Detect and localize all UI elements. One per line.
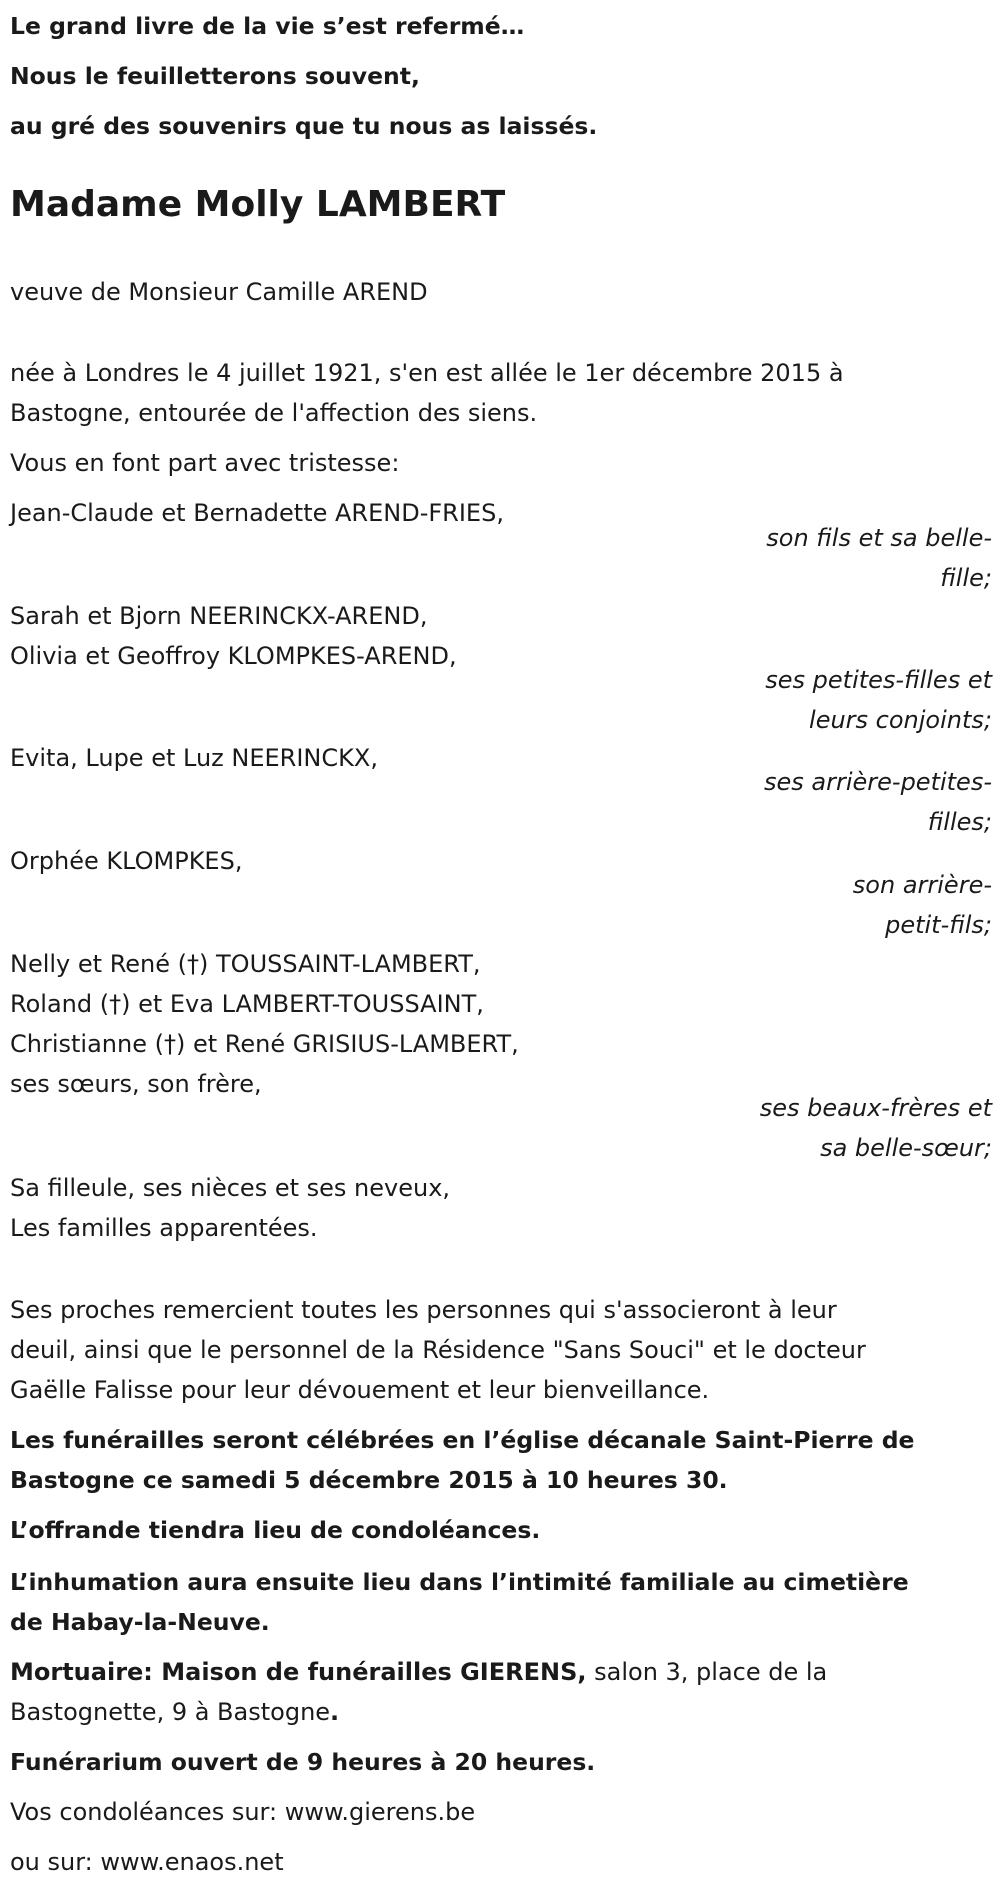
funeral-line-2: Bastogne ce samedi 5 décembre 2015 à 10 heures 30. — [10, 1466, 728, 1494]
relation-line: sa belle-sœur; — [820, 1134, 992, 1162]
funeral-line-1: Les funérailles seront célébrées en l’église décanale Saint-Pierre de — [10, 1426, 915, 1454]
family-name-line: Olivia et Geoffroy KLOMPKES-AREND, — [10, 642, 457, 670]
family-name-line: Roland (†) et Eva LAMBERT-TOUSSAINT, — [10, 990, 484, 1018]
epitaph-line-1: Le grand livre de la vie s’est refermé… — [10, 12, 525, 40]
widow-of-text: veuve de Monsieur Camille AREND — [10, 278, 428, 306]
family-name-line: Nelly et René (†) TOUSSAINT-LAMBERT, — [10, 950, 481, 978]
birth-death-line-1: née à Londres le 4 juillet 1921, s'en est allée le 1er décembre 2015 à — [10, 359, 844, 387]
mortuary-label: Mortuaire: Maison de funérailles GIERENS, — [10, 1658, 587, 1686]
relation-line: filles; — [927, 808, 992, 836]
epitaph-line-3: au gré des souvenirs que tu nous as laissés. — [10, 112, 598, 140]
mortuary-line-2 — [10, 1692, 339, 1732]
relation-line: ses petites-filles et — [765, 666, 992, 694]
deceased-name: Madame Molly LAMBERT — [10, 184, 506, 225]
mortuary-address-part-2: Bastognette, 9 à Bastogne — [10, 1698, 331, 1726]
funerarium-hours: Funérarium ouvert de 9 heures à 20 heures. — [10, 1748, 596, 1776]
thanks-line-2: deuil, ainsi que le personnel de la Résidence "Sans Souci" et le docteur — [10, 1336, 866, 1364]
family-name-line: Les familles apparentées. — [10, 1214, 318, 1242]
epitaph-line-2: Nous le feuilletterons souvent, — [10, 62, 420, 90]
relation-line: petit-fils; — [885, 911, 992, 939]
relation-line: ses beaux-frères et — [759, 1094, 992, 1122]
relation-line: son arrière- — [852, 871, 992, 899]
family-name-line: ses sœurs, son frère, — [10, 1070, 262, 1098]
thanks-line-3: Gaëlle Falisse pour leur dévouement et leur bienveillance. — [10, 1376, 710, 1404]
family-name-line: Sarah et Bjorn NEERINCKX-AREND, — [10, 602, 428, 630]
relation-line: son fils et sa belle- — [766, 524, 992, 552]
thanks-line-1: Ses proches remercient toutes les personnes qui s'associeront à leur — [10, 1296, 837, 1324]
family-name-line: Sa filleule, ses nièces et ses neveux, — [10, 1174, 451, 1202]
mortuary-address-end: . — [330, 1698, 340, 1726]
family-name-line: Jean-Claude et Bernadette AREND-FRIES, — [10, 499, 504, 527]
offering-text: L’offrande tiendra lieu de condoléances. — [10, 1516, 541, 1544]
burial-line-1: L’inhumation aura ensuite lieu dans l’intimité familiale au cimetière — [10, 1568, 909, 1596]
condolences-line-2: ou sur: www.enaos.net — [10, 1848, 284, 1876]
relation-line: ses arrière-petites- — [764, 768, 992, 796]
announce-intro: Vous en font part avec tristesse: — [10, 449, 400, 477]
birth-death-line-2: Bastogne, entourée de l'affection des siens. — [10, 399, 538, 427]
burial-line-2: de Habay-la-Neuve. — [10, 1608, 270, 1636]
relation-line: leurs conjoints; — [809, 706, 992, 734]
family-name-line: Evita, Lupe et Luz NEERINCKX, — [10, 744, 378, 772]
mortuary-address-part-1: salon 3, place de la — [586, 1658, 828, 1686]
condolences-line-1: Vos condoléances sur: www.gierens.be — [10, 1798, 476, 1826]
family-name-line: Orphée KLOMPKES, — [10, 847, 243, 875]
relation-line: fille; — [940, 564, 992, 592]
mortuary-line-1 — [10, 1652, 827, 1692]
family-name-line: Christianne (†) et René GRISIUS-LAMBERT, — [10, 1030, 519, 1058]
